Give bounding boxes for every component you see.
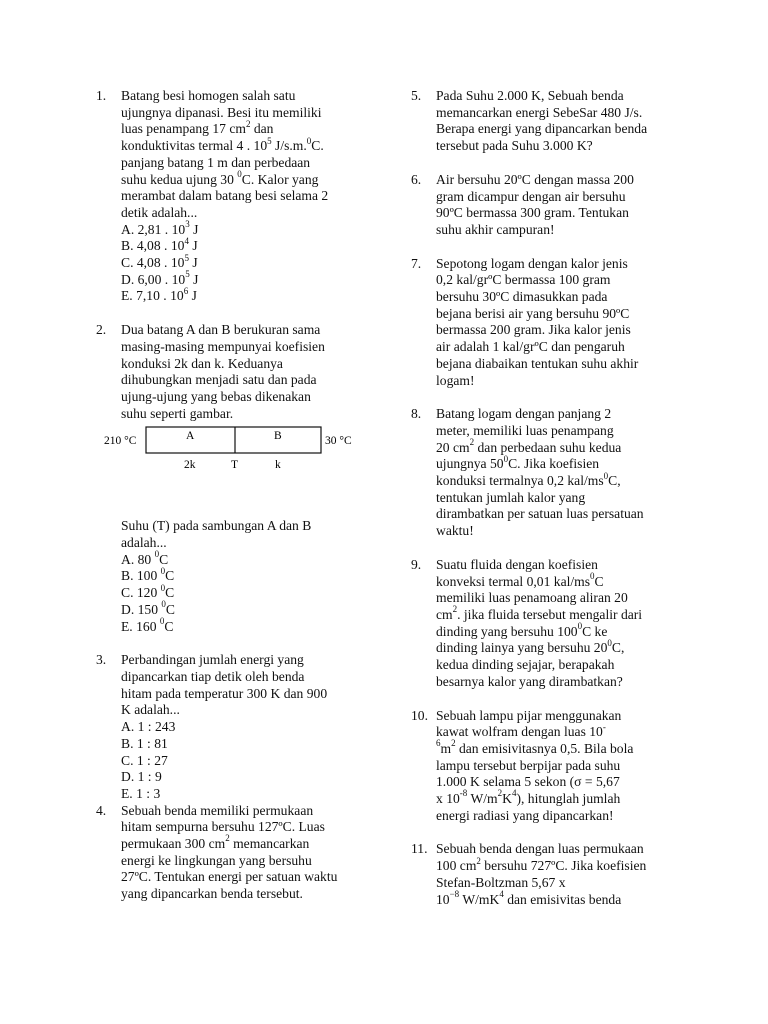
text-line: Pada Suhu 2.000 K, Sebuah benda <box>436 88 624 103</box>
text-line: Sebuah benda memiliki permukaan <box>121 802 314 818</box>
question-text <box>121 803 372 903</box>
option-e: E. 7,10 . $10^6$ J <box>121 285 197 304</box>
text-line: dinding yang bersuhu $100^0C$ ke <box>436 621 608 639</box>
text-line: Dua batang A dan B berukuran sama <box>121 322 321 338</box>
text-line: Batang logam dengan panjang 2 <box>436 406 612 422</box>
question-7 <box>411 256 679 390</box>
text-line: tentukan jumlah kalor yang <box>436 489 586 505</box>
text-line: x $10^{-8}$ $W/m^2K^4$), hitunglah jumlah <box>436 788 621 807</box>
question-text <box>436 88 679 155</box>
text-line: Perbandingan jumlah energi yang <box>121 652 304 668</box>
text-line: adalah... <box>121 535 167 551</box>
option-b: B. 4,08 . $10^4$ J <box>121 235 198 254</box>
question-number: 11. <box>411 841 428 857</box>
left-column <box>96 88 372 903</box>
left-temp-label: 210 °C <box>104 435 137 448</box>
question-number: 6. <box>411 171 422 187</box>
text-line: Batang besi homogen salah satu <box>121 88 296 103</box>
question-number: 3. <box>96 652 107 668</box>
text-line: Sebuah lampu pijar menggunakan <box>436 707 622 723</box>
question-number: 1. <box>96 88 107 103</box>
text-line: masing-masing mempunyai koefisien <box>121 338 325 354</box>
coef-k-label: k <box>275 459 281 472</box>
text-line: dinding lainya yang bersuhu $20^0C$, <box>436 637 625 656</box>
question-number: 5. <box>411 88 422 103</box>
question-text <box>436 172 679 239</box>
option-b: B. 1 : 81 <box>121 735 168 751</box>
text-line: 90ºC bermassa 300 gram. Tentukan <box>436 205 629 221</box>
question-text <box>436 708 679 825</box>
text-line: 100 $cm^2$ bersuhu 727ºC. Jika koefisien <box>436 855 647 874</box>
text-line: detik adalah... <box>121 204 198 220</box>
question-number: 2. <box>96 322 107 338</box>
text-line: bejana berisi air yang bersuhu 90ºC <box>436 305 630 321</box>
question-text <box>436 841 679 908</box>
text-line: memiliki luas penamoang aliran 20 <box>436 590 628 606</box>
coef-2k-label: 2k <box>184 459 196 472</box>
text-line: yang dipancarkan benda tersebut. <box>121 886 303 902</box>
text-line: memancarkan energi SebeSar 480 J/s. <box>436 104 643 120</box>
question-5 <box>411 88 679 155</box>
rod-b-label: B <box>274 430 282 443</box>
question-text-continued <box>121 518 372 551</box>
question-text <box>121 322 372 422</box>
text-line: Berapa energi yang dipancarkan benda <box>436 121 648 137</box>
question-text <box>436 256 679 390</box>
option-a: A. 2,81 . $10^3$ J <box>121 219 199 237</box>
question-number: 9. <box>411 556 422 572</box>
text-line: dirambatkan per satuan luas persatuan <box>436 506 644 522</box>
question-text <box>121 88 372 222</box>
text-line: suhu kedua ujung 30 $^0$C. Kalor yang <box>121 168 319 187</box>
text-line: Stefan-Boltzman 5,67 x <box>436 874 566 890</box>
option-d: D. 1 : 9 <box>121 769 162 785</box>
rod-diagram <box>96 422 396 518</box>
question-number: 10. <box>411 707 428 723</box>
option-d: D. 150 $^0$C <box>121 599 175 617</box>
text-line: K adalah... <box>121 702 180 718</box>
text-line: kawat wolfram dengan luas 10- <box>436 721 606 740</box>
text-line: konduktivitas termal 4 . $10^5$ J/s.m.$^0$C. <box>121 135 324 154</box>
question-2 <box>96 322 372 635</box>
question-text <box>436 557 679 691</box>
text-line: hitam pada temperatur 300 K dan 900 <box>121 685 328 701</box>
option-a: A. 80 $^0$C <box>121 549 169 567</box>
text-line: 1.000 K selama 5 sekon (σ = 5,67 <box>436 774 620 790</box>
rod-diagram-svg <box>96 422 396 482</box>
text-line: Suatu fluida dengan koefisien <box>436 556 598 572</box>
question-number: 8. <box>411 406 422 422</box>
question-number: 7. <box>411 255 422 271</box>
text-line: konduksi termalnya 0,2 kal/$ms^0C$, <box>436 470 621 489</box>
right-temp-label: 30 °C <box>325 435 352 448</box>
text-line: 27ºC. Tentukan energi per satuan waktu <box>121 869 338 885</box>
text-line: suhu seperti gambar. <box>121 405 234 421</box>
question-1 <box>96 88 372 305</box>
text-line: energi ke lingkungan yang bersuhu <box>121 852 312 868</box>
text-line: Air bersuhu 20ºC dengan massa 200 <box>436 171 634 187</box>
text-line: Sebuah benda dengan luas permukaan <box>436 841 644 857</box>
text-line: luas penampang 17 $cm^2$ dan <box>121 118 274 137</box>
text-line: bejana diabaikan tentukan suhu akhir <box>436 355 639 371</box>
text-line: ujungnya dipanasi. Besi itu memiliki <box>121 104 322 120</box>
right-column <box>411 88 679 908</box>
text-line: ujung-ujung yang bebas dikenakan <box>121 388 311 404</box>
question-text <box>121 652 372 719</box>
question-9 <box>411 557 679 691</box>
option-e: E. 1 : 3 <box>121 785 161 801</box>
option-c: C. 120 $^0$C <box>121 582 175 601</box>
option-b: B. 100 $^0$C <box>121 565 175 584</box>
text-line: 0,2 kal/grºC bermassa 100 gram <box>436 272 611 288</box>
question-3 <box>96 652 372 802</box>
question-8 <box>411 406 679 540</box>
text-line: $10^{-8}$ $W/mK^4$ dan emisivitas benda <box>436 889 622 907</box>
text-line: $^6m^2$ dan emisivitasnya 0,5. Bila bola <box>436 738 634 756</box>
text-line: ujungnya $50^0C$. Jika koefisien <box>436 453 600 472</box>
text-line: $cm^2$. jika fluida tersebut mengalir dari <box>436 604 643 622</box>
option-a: A. 1 : 243 <box>121 719 176 735</box>
text-line: konduksi 2k dan k. Keduanya <box>121 355 283 371</box>
text-line: permukaan 300 $cm^2$ memancarkan <box>121 833 310 852</box>
text-line: Sepotong logam dengan kalor jenis <box>436 255 628 271</box>
text-line: waktu! <box>436 523 474 539</box>
text-line: panjang batang 1 m dan perbedaan <box>121 154 311 170</box>
text-line: energi radiasi yang dipancarkan! <box>436 807 614 823</box>
rod-outline <box>146 427 321 453</box>
text-line: lampu tersebut berpijar pada suhu <box>436 757 621 773</box>
option-c: C. 1 : 27 <box>121 752 168 768</box>
question-4 <box>96 803 372 903</box>
text-line: suhu akhir campuran! <box>436 221 555 237</box>
text-line: air adalah 1 kal/grºC dan pengaruh <box>436 339 625 355</box>
text-line: 20 $cm^2$ dan perbedaan suhu kedua <box>436 437 622 455</box>
text-line: tersebut pada Suhu 3.000 K? <box>436 138 593 154</box>
text-line: Suhu (T) pada sambungan A dan B <box>121 518 312 534</box>
question-11 <box>411 841 679 908</box>
text-line: meter, memiliki luas penampang <box>436 422 614 438</box>
option-c: C. 4,08 . $10^5$ J <box>121 252 198 271</box>
rod-a-label: A <box>186 430 195 443</box>
question-number: 4. <box>96 802 107 818</box>
text-line: dipancarkan tiap detik oleh benda <box>121 668 305 684</box>
text-line: bersuhu 30ºC dimasukkan pada <box>436 289 608 305</box>
question-10 <box>411 708 679 825</box>
text-line: bermassa 200 gram. Jika kalor jenis <box>436 322 631 338</box>
text-line: merambat dalam batang besi selama 2 <box>121 188 329 204</box>
text-line: hitam sempurna bersuhu 127ºC. Luas <box>121 819 325 835</box>
text-line: besarnya kalor yang dirambatkan? <box>436 673 623 689</box>
junction-t-label: T <box>231 459 239 472</box>
answer-options <box>121 219 372 306</box>
text-line: dihubungkan menjadi satu dan pada <box>121 372 317 388</box>
text-line: logam! <box>436 372 475 388</box>
answer-options <box>121 719 372 803</box>
option-e: E. 160 $^0$C <box>121 616 174 634</box>
text-line: kedua dinding sejajar, berapakah <box>436 657 615 673</box>
answer-options <box>121 549 372 636</box>
question-6 <box>411 172 679 239</box>
option-d: D. 6,00 . $10^5$ J <box>121 269 199 287</box>
text-line: gram dicampur dengan air bersuhu <box>436 188 626 204</box>
text-line: konveksi termal 0,01 kal/$ms^0C$ <box>436 571 604 589</box>
question-text <box>436 406 679 540</box>
